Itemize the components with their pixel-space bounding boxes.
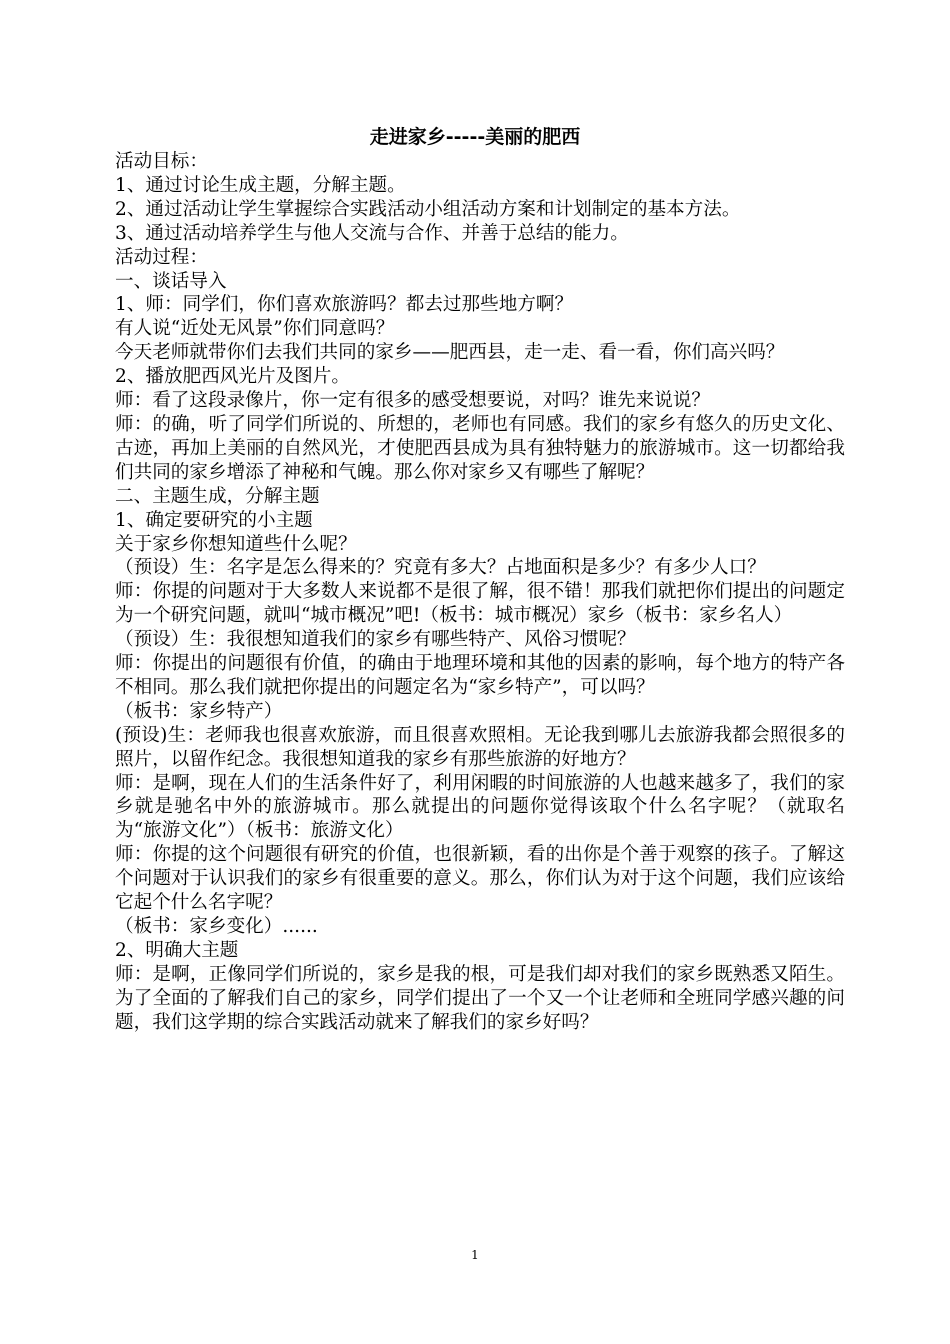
paragraph: 关于家乡你想知道些什么呢？ — [115, 533, 357, 555]
paragraph-section-2-heading: 二、主题生成，分解主题 — [115, 485, 320, 507]
paragraph: （预设）生：名字是怎么得来的？究竟有多大？占地面积是多少？有多少人口？ — [115, 557, 766, 579]
paragraph-subsection-heading: 2、明确大主题 — [115, 939, 239, 961]
paragraph-activity-goals-heading: 活动目标： — [115, 151, 208, 172]
paragraph: 1、确定要研究的小主题 — [115, 509, 313, 531]
paragraph: 2、播放肥西风光片及图片。 — [115, 366, 350, 388]
paragraph: 师：是啊，正像同学们所说的，家乡是我的根，可是我们却对我们的家乡既熟悉又陌生。为了全面的了解我们自己的家乡，同学们提出了一个又一个让老师和全班同学感兴趣的问题，我们这学期的综合实践活动就来了解我们的家乡好吗？ — [115, 963, 845, 1033]
paragraph: 师：你提的问题对于大多数人来说都不是很了解，很不错！那我们就把你们提出的问题定为一个研究问题，就叫“城市概况”吧!（板书：城市概况）家乡（板书：家乡名人） — [115, 581, 845, 627]
paragraph: 师：的确，听了同学们所说的、所想的，老师也有同感。我们的家乡有悠久的历史文化、古迹，再加上美丽的自然风光，才使肥西县成为具有独特魅力的旅游城市。这一切都给我们共同的家乡增添了神秘和气魄。那么你对家乡又有哪些了解呢？ — [115, 413, 845, 483]
document-body — [115, 150, 845, 1035]
paragraph: (预设)生：老师我也很喜欢旅游，而且很喜欢照相。无论我到哪儿去旅游我都会照很多的照片，以留作纪念。我很想知道我的家乡有那些旅游的好地方？ — [115, 724, 845, 770]
paragraph: 有人说“近处无风景”你们同意吗？ — [115, 318, 395, 340]
paragraph-goal-3: 3、通过活动培养学生与他人交流与合作、并善于总结的能力。 — [115, 222, 629, 244]
paragraph: （板书：家乡变化）...... — [115, 916, 318, 937]
paragraph: 师：是啊，现在人们的生活条件好了，利用闲暇的时间旅游的人也越来越多了，我们的家乡就是驰名中外的旅游城市。那么就提出的问题你觉得该取个什么名字呢？（就取名为“旅游文化”）（板书：旅游文化） — [115, 772, 845, 842]
paragraph-goal-2: 2、通过活动让学生掌握综合实践活动小组活动方案和计划制定的基本方法。 — [115, 198, 741, 220]
paragraph: 师：看了这段录像片，你一定有很多的感受想要说，对吗？谁先来说说？ — [115, 390, 711, 412]
paragraph-section-1-heading: 一、谈话导入 — [115, 270, 227, 292]
document-title: 走进家乡-----美丽的肥西 — [369, 126, 581, 148]
paragraph: 师：你提出的问题很有价值，的确由于地理环境和其他的因素的影响，每个地方的特产各不相同。那么我们就把你提出的问题定名为“家乡特产”，可以吗？ — [115, 653, 845, 698]
paragraph: （板书：家乡特产） — [115, 700, 283, 722]
paragraph: 今天老师就带你们去我们共同的家乡——肥西县，走一走、看一看，你们高兴吗？ — [115, 342, 785, 364]
paragraph: 师：你提的这个问题很有研究的价值，也很新颖，看的出你是个善于观察的孩子。了解这个问题对于认识我们的家乡有很重要的意义。那么，你们认为对于这个问题，我们应该给它起个什么名字呢？ — [115, 844, 845, 914]
page-number: 1 — [471, 1248, 479, 1262]
paragraph: （预设）生：我很想知道我们的家乡有哪些特产、风俗习惯呢？ — [115, 629, 636, 651]
paragraph-goal-1: 1、通过讨论生成主题，分解主题。 — [115, 174, 406, 196]
paragraph: 1、师：同学们，你们喜欢旅游吗？都去过那些地方啊？ — [115, 294, 574, 316]
paragraph-activity-process-heading: 活动过程： — [115, 246, 208, 268]
